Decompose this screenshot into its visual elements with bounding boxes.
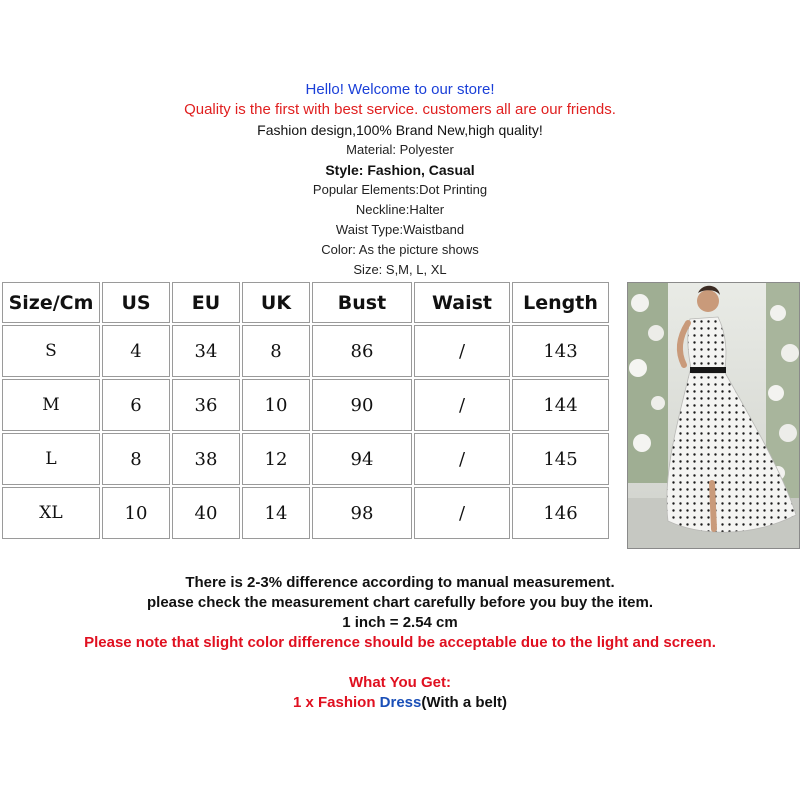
quality-text: Quality is the first with best service. customers all are our friends. (184, 101, 616, 118)
cell-bust: 98 (312, 487, 412, 539)
header-waist: Waist (414, 282, 510, 323)
cell-waist: / (414, 325, 510, 377)
cell-waist: / (414, 487, 510, 539)
package-contents (0, 693, 800, 713)
neckline-text: Neckline:Halter (355, 202, 445, 217)
elements-text: Popular Elements:Dot Printing (312, 182, 488, 197)
table-row (2, 325, 609, 377)
table-row (2, 487, 609, 539)
cell-eu: 36 (172, 379, 240, 431)
size-chart-header-row (2, 282, 609, 323)
cell-bust: 94 (312, 433, 412, 485)
note-color-difference: Please note that slight color difference should be acceptable due to the light and screen. (84, 634, 716, 651)
waist-type-text: Waist Type:Waistband (335, 222, 465, 237)
cell-us: 4 (102, 325, 170, 377)
cell-us: 6 (102, 379, 170, 431)
sizes-text: Size: S,M, L, XL (353, 262, 447, 277)
header-size: Size/Cm (2, 282, 100, 323)
material-text: Material: Polyester (346, 142, 454, 157)
header-eu: EU (172, 282, 240, 323)
cell-eu: 38 (172, 433, 240, 485)
dress-model-image (628, 283, 800, 549)
cell-us: 10 (102, 487, 170, 539)
cell-length: 146 (512, 487, 609, 539)
note-measurement: There is 2-3% difference according to manual measurement. (185, 574, 615, 591)
note-inch-conversion: 1 inch = 2.54 cm (342, 614, 458, 631)
cell-length: 145 (512, 433, 609, 485)
fashion-text: Fashion design,100% Brand New,high quality! (257, 122, 543, 138)
table-row (2, 433, 609, 485)
package-item-highlight: Dress (379, 694, 422, 711)
cell-uk: 10 (242, 379, 310, 431)
cell-waist: / (414, 379, 510, 431)
cell-bust: 90 (312, 379, 412, 431)
product-photo (627, 282, 800, 549)
cell-uk: 14 (242, 487, 310, 539)
cell-eu: 40 (172, 487, 240, 539)
notes-section (0, 573, 800, 713)
cell-size: S (2, 325, 100, 377)
cell-length: 144 (512, 379, 609, 431)
cell-bust: 86 (312, 325, 412, 377)
style-text: Style: Fashion, Casual (325, 162, 475, 178)
header-length: Length (512, 282, 609, 323)
header-bust: Bust (312, 282, 412, 323)
store-intro (0, 80, 800, 280)
header-us: US (102, 282, 170, 323)
color-text: Color: As the picture shows (321, 242, 479, 257)
note-check-chart: please check the measurement chart carefully before you buy the item. (146, 594, 653, 611)
welcome-text: Hello! Welcome to our store! (305, 81, 495, 98)
size-chart-table (0, 280, 611, 541)
cell-waist: / (414, 433, 510, 485)
package-item-prefix: 1 x Fashion (292, 694, 380, 711)
cell-uk: 12 (242, 433, 310, 485)
cell-length: 143 (512, 325, 609, 377)
cell-size: XL (2, 487, 100, 539)
cell-uk: 8 (242, 325, 310, 377)
package-item-suffix: (With a belt) (421, 694, 508, 711)
cell-us: 8 (102, 433, 170, 485)
cell-size: M (2, 379, 100, 431)
table-row (2, 379, 609, 431)
what-you-get-title: What You Get: (349, 674, 451, 691)
cell-eu: 34 (172, 325, 240, 377)
cell-size: L (2, 433, 100, 485)
header-uk: UK (242, 282, 310, 323)
